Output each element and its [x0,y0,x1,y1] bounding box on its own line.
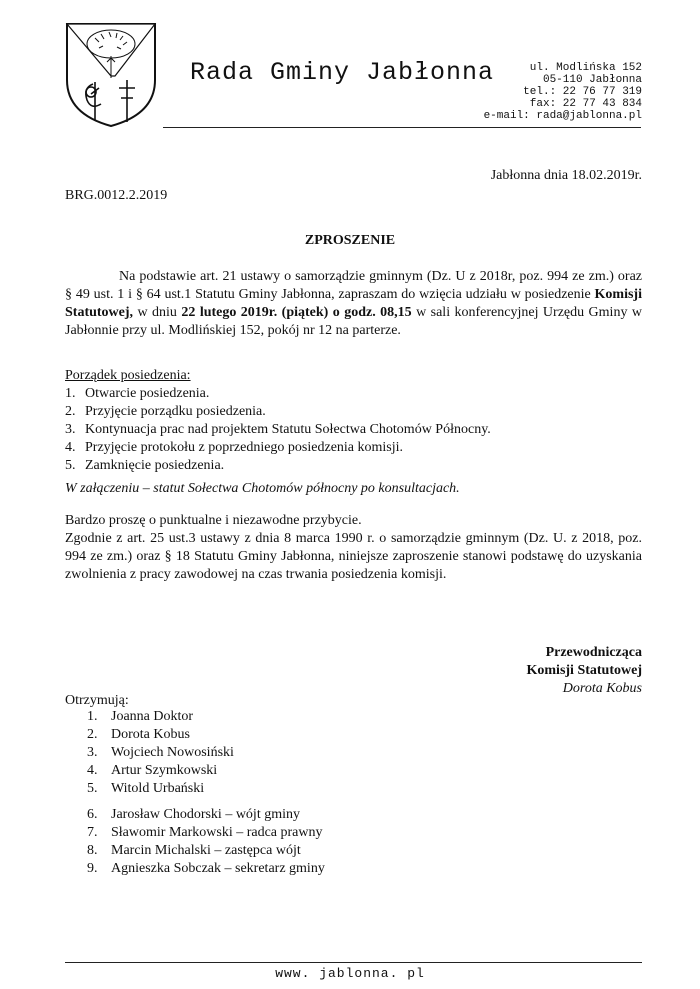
list-item [87,824,325,842]
item-number: 1. [87,709,98,724]
intro-text-1: Na podstawie art. 21 ustawy o samorządzie gminnym (Dz. U z 2018r, poz. 994 ze zm.) oraz § 49 ust. 1 i § 64 ust.1 Statutu Gminy Jabłonna, zapraszam do wzięcia udziału w posiedzenie [65,269,642,302]
reference-number: BRG.0012.2.2019 [65,188,168,203]
item-number: 3. [87,745,98,760]
list-item [65,421,491,439]
agenda-list [65,385,491,475]
recipients-list [87,708,234,798]
item-number: 9. [87,861,98,876]
footer-website: www. jablonna. pl [275,966,425,981]
item-text: Zamknięcie posiedzenia. [85,458,225,473]
header-divider [163,127,641,128]
organization-name: Rada Gminy Jabłonna [190,58,495,87]
signature-block [527,644,643,698]
intro-paragraph [65,268,642,340]
list-item [87,806,325,824]
item-number: 2. [65,404,76,419]
legal-basis-text: Zgodnie z art. 25 ust.3 ustawy z dnia 8 marca 1990 r. o samorządzie gminnym (Dz. U. z 2018, poz. 994 ze zm.) oraz § 18 Statutu Gminy Jabłonna, niniejsze zaproszenie stanowi podstawę do uzyskania zwolnienia z pracy zawodowej na czas trwania posiedzenia komisji. [65,531,642,582]
signature-name: Dorota Kobus [562,681,642,696]
recipient-name: Dorota Kobus [111,727,190,742]
item-text: Przyjęcie protokołu z poprzedniego posiedzenia komisji. [85,440,404,455]
item-number: 2. [87,727,98,742]
list-item [87,842,325,860]
recipient-name: Joanna Doktor [111,709,194,724]
item-number: 4. [87,763,98,778]
list-item [87,780,234,798]
list-item [65,457,491,475]
agenda-section [65,367,491,475]
email-address: e-mail: rada@jablonna.pl [483,110,642,122]
recipient-name: Witold Urbański [111,781,205,796]
intro-text-2: w dniu [133,305,182,320]
item-text: Przyjęcie porządku posiedzenia. [85,404,266,419]
list-item [87,726,234,744]
footer-divider [65,962,642,963]
coat-of-arms-icon [65,22,157,128]
meeting-datetime: 22 lutego 2019r. (piątek) o godz. 08,15 [181,305,412,320]
item-number: 5. [87,781,98,796]
signature-committee: Komisji Statutowej [526,663,642,678]
closing-paragraph [65,512,642,584]
recipient-name: Sławomir Markowski – radca prawny [111,825,323,840]
fax-number: fax: 22 77 43 834 [529,98,642,110]
recipient-name: Agnieszka Sobczak – sekretarz gminy [111,861,325,876]
address-street: ul. Modlińska 152 [529,62,642,74]
address-postal: 05-110 Jabłonna [542,74,642,86]
intro-text-3: w sali konferencyjnej Urzędu Gminy w Jabłonnie przy ul. Modlińskiej 152, pokój nr 12 na parterze. [65,305,642,338]
list-item [87,744,234,762]
letter-date: Jabłonna dnia 18.02.2019r. [490,168,642,183]
recipient-name: Marcin Michalski – zastępca wójt [111,843,301,858]
list-item [87,708,234,726]
signature-role: Przewodnicząca [545,645,642,660]
list-item [65,403,491,421]
contact-block [484,62,642,122]
item-number: 3. [65,422,76,437]
list-item [87,762,234,780]
agenda-heading: Porządek posiedzenia: [65,368,191,383]
attachment-note: W załączeniu – statut Sołectwa Chotomów północny po konsultacjach. [65,481,460,496]
list-item [87,860,325,878]
item-number: 4. [65,440,76,455]
item-text: Kontynuacja prac nad projektem Statutu Sołectwa Chotomów Północny. [85,422,491,437]
item-number: 6. [87,807,98,822]
letter-title: ZPROSZENIE [304,233,396,248]
recipient-name: Wojciech Nowosiński [111,745,234,760]
list-item [65,385,491,403]
recipients-heading: Otrzymują: [65,693,129,708]
item-text: Otwarcie posiedzenia. [85,386,210,401]
item-number: 7. [87,825,98,840]
committee-name: Komisji Statutowej, [65,287,642,320]
item-number: 5. [65,458,76,473]
recipient-name: Jarosław Chodorski – wójt gminy [111,807,300,822]
item-number: 8. [87,843,98,858]
recipient-name: Artur Szymkowski [111,763,218,778]
closing-request: Bardzo proszę o punktualne i niezawodne przybycie. [65,513,362,528]
item-number: 1. [65,386,76,401]
phone-number: tel.: 22 76 77 319 [523,86,642,98]
recipients-list-officials [87,806,325,878]
list-item [65,439,491,457]
